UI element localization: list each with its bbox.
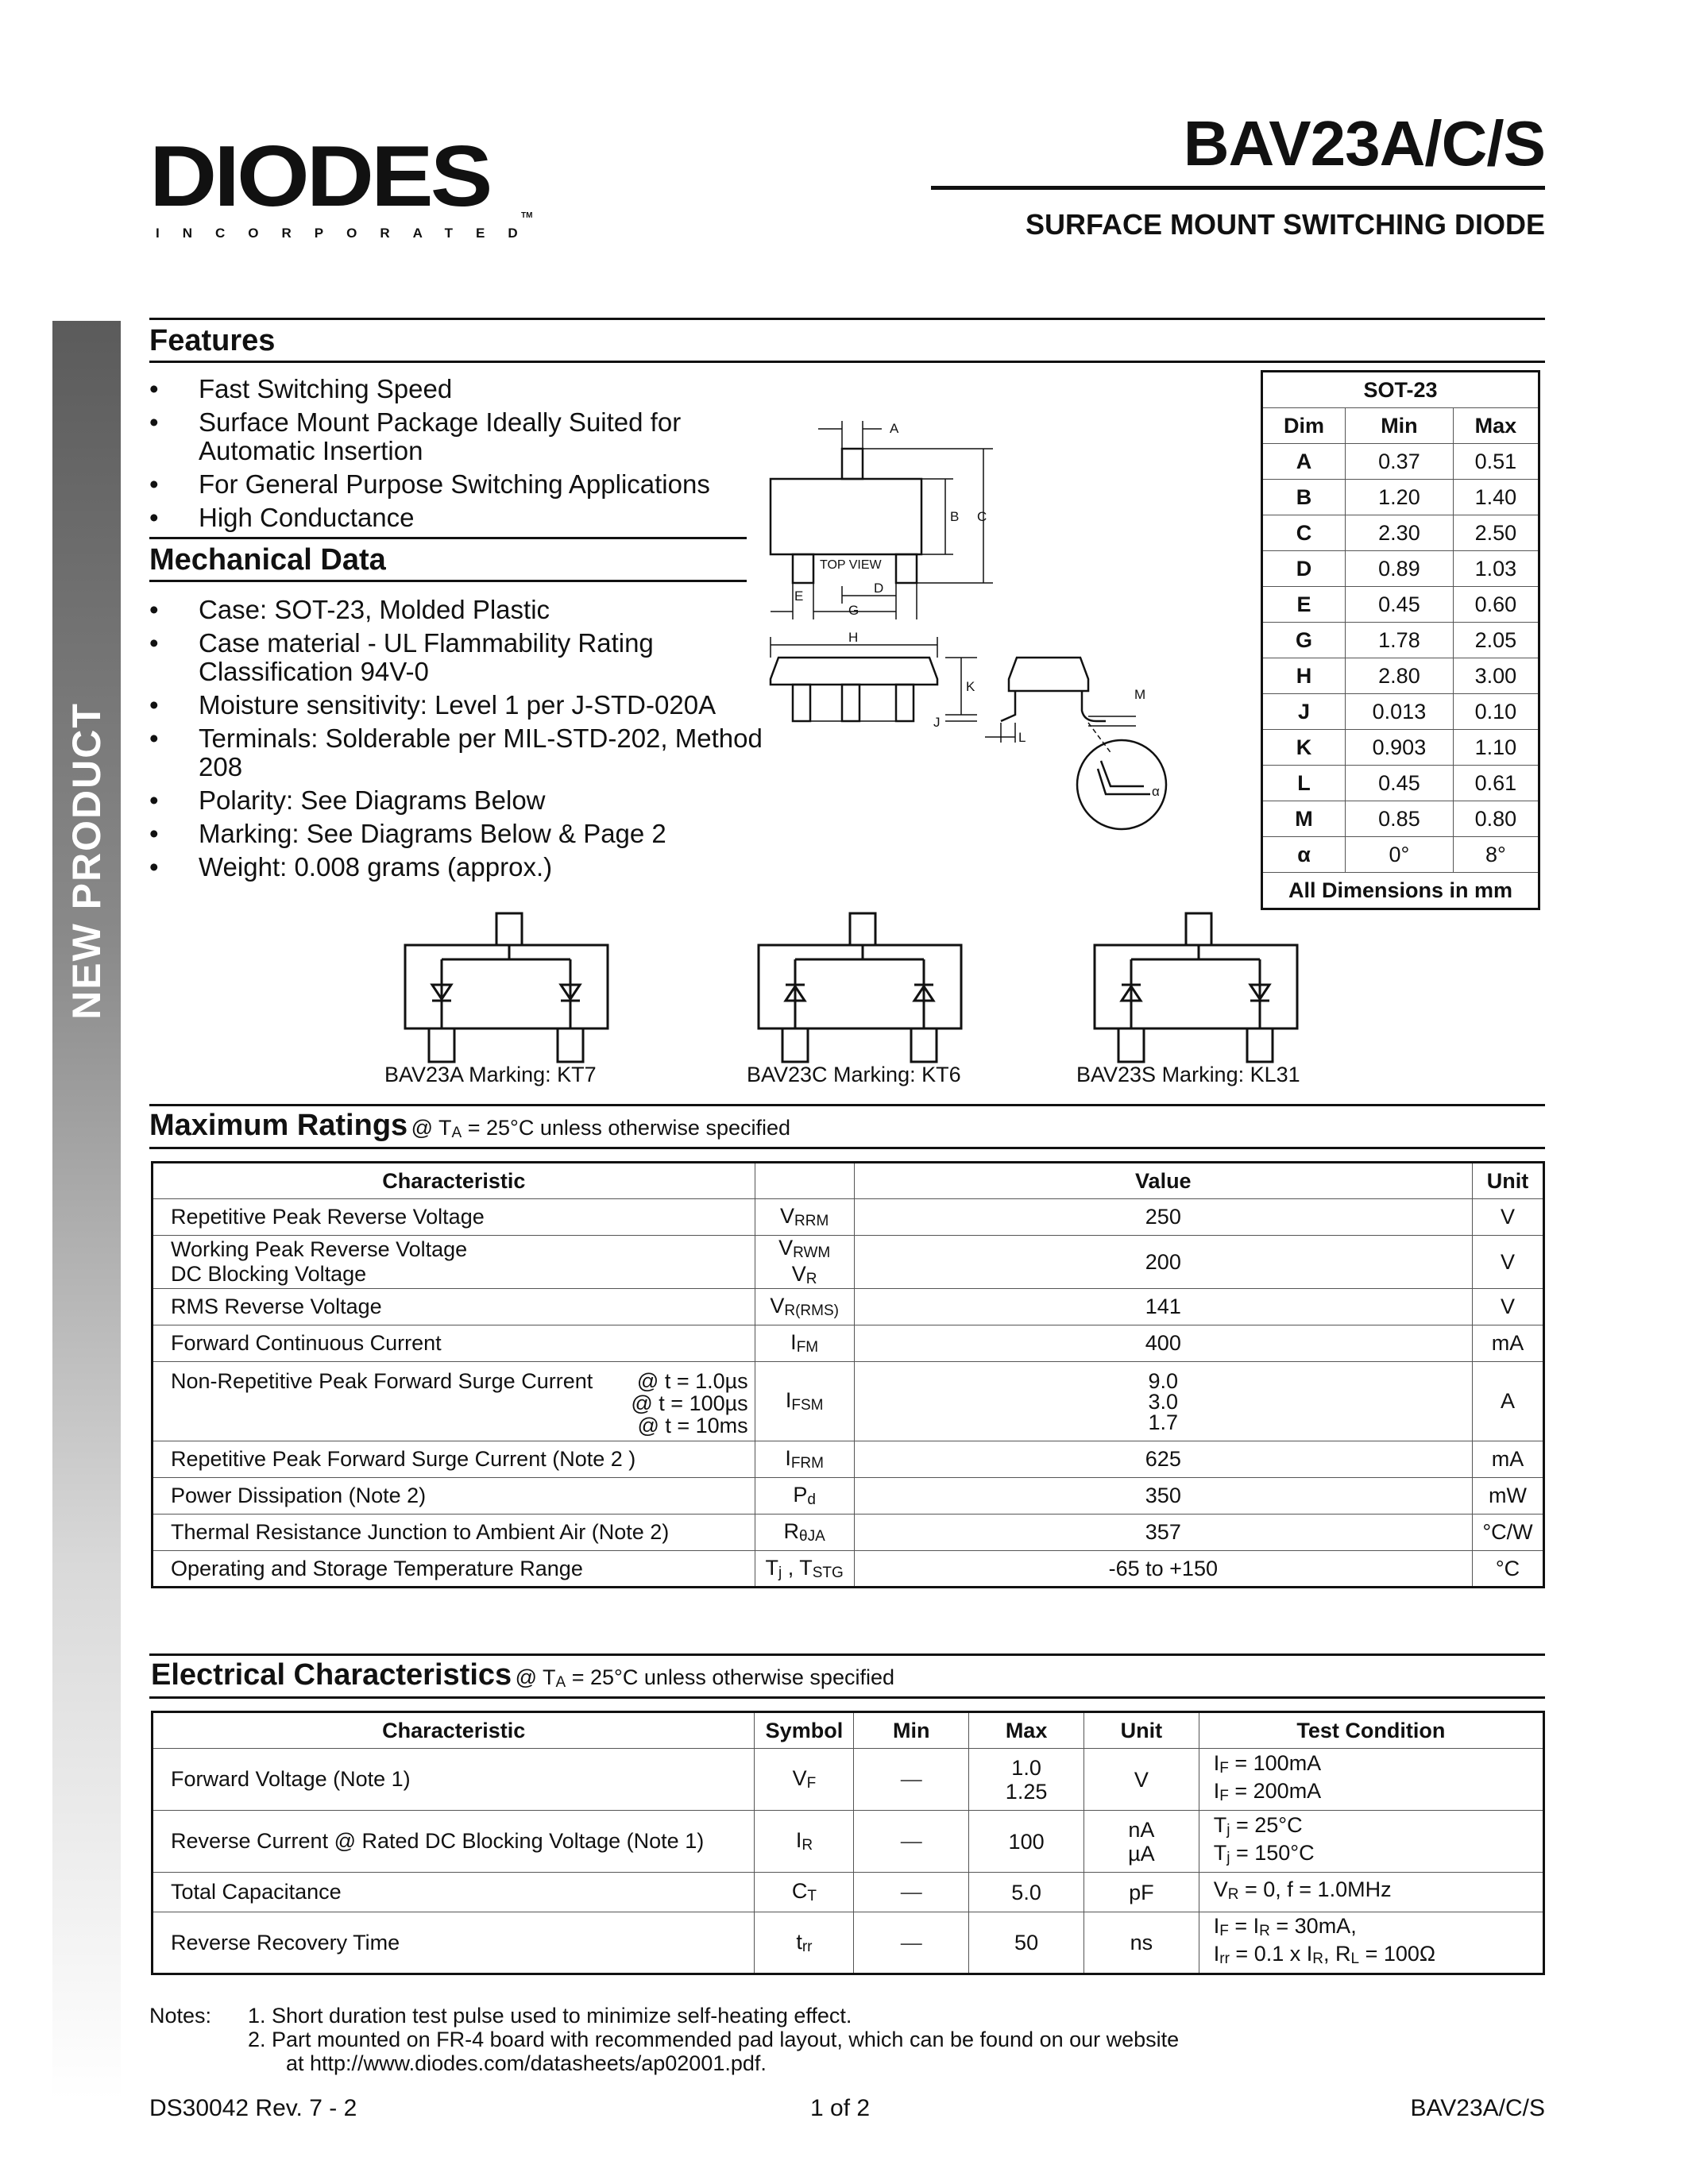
svg-text:G: G — [848, 603, 859, 618]
max-ratings-header: Unit — [1473, 1163, 1544, 1199]
feature-item: • Fast Switching Speed — [149, 375, 769, 403]
max-ratings-table — [151, 1161, 1545, 1588]
table-row — [153, 1811, 1544, 1873]
mechanical-item: • Moisture sensitivity: Level 1 per J-STD-020A — [149, 691, 769, 720]
value-cell: 400 — [854, 1325, 1472, 1362]
elec-note: @ $T_A = 25^\circ C$ unless otherwise specified — [515, 1665, 894, 1691]
dim-label: M — [1262, 801, 1346, 837]
dim-label: α — [1262, 837, 1346, 873]
max-ratings-header: Characteristic — [153, 1163, 755, 1199]
dim-row — [1262, 658, 1539, 694]
svg-text:E: E — [794, 588, 804, 604]
svg-text:M: M — [1134, 687, 1146, 702]
dim-value: 0.60 — [1453, 587, 1539, 623]
marking-diagrams — [397, 905, 1342, 1072]
table-row — [153, 1199, 1544, 1236]
max-ratings-note: @ $T_A = 25^\circ C$ unless otherwise specified — [411, 1116, 791, 1141]
elec-heading-row — [151, 1658, 894, 1692]
dim-value: 1.10 — [1453, 730, 1539, 766]
unit-cell: °C/W — [1473, 1515, 1544, 1551]
dim-label: J — [1262, 694, 1346, 730]
dim-value: 2.80 — [1346, 658, 1454, 694]
note-2: 2. Part mounted on FR-4 board with recommended pad layout, which can be found on our website — [248, 2028, 1180, 2051]
dim-label: L — [1262, 766, 1346, 801]
symbol-cell: $V_F$ — [755, 1749, 854, 1811]
dim-label: H — [1262, 658, 1346, 694]
dim-row — [1262, 766, 1539, 801]
svg-text:H: H — [848, 630, 859, 645]
dim-row — [1262, 730, 1539, 766]
symbol-cell: $R_{\theta JA}$ — [755, 1515, 854, 1551]
unit-cell: V — [1083, 1749, 1199, 1811]
dim-label: G — [1262, 623, 1346, 658]
dim-value: 8° — [1453, 837, 1539, 873]
dim-value: 1.78 — [1346, 623, 1454, 658]
part-number-title: BAV23A/C/S — [1183, 108, 1545, 179]
max-cell: 5.0 — [969, 1873, 1084, 1912]
symbol-cell: $I_{FM}$ — [755, 1325, 854, 1362]
features-bottom-rule — [149, 361, 1545, 363]
dim-label: A — [1262, 444, 1346, 480]
elec-table — [151, 1711, 1545, 1975]
unit-cell: V — [1473, 1289, 1544, 1325]
dim-header: Dim — [1262, 408, 1346, 444]
side-banner-text: NEW PRODUCT — [64, 702, 109, 1020]
max-ratings-header-symbol — [755, 1163, 854, 1199]
notes-label: Notes: — [149, 2004, 212, 2028]
elec-header: Characteristic — [153, 1712, 755, 1749]
test-condition-cell: $T_j = 25^\circ C$ $T_j = 150^\circ C$ — [1199, 1811, 1543, 1873]
symbol-cell: $C_T$ — [755, 1873, 854, 1912]
dim-header: Max — [1453, 408, 1539, 444]
unit-cell: V — [1473, 1199, 1544, 1236]
marking-label-bav23a: BAV23A Marking: KT7 — [384, 1063, 597, 1086]
dim-value: 2.50 — [1453, 515, 1539, 551]
value-cell: 200 — [854, 1236, 1472, 1289]
test-condition-cell: $I_F = 100mA$ $I_F = 200mA$ — [1199, 1749, 1543, 1811]
mechanical-item: • Weight: 0.008 grams (approx.) — [149, 853, 769, 882]
value-cell: 350 — [854, 1478, 1472, 1515]
logo-wordmark: DIODES — [149, 128, 490, 225]
dim-row — [1262, 801, 1539, 837]
max-cell: 1.0 1.25 — [969, 1749, 1084, 1811]
mechanical-bottom-rule — [149, 580, 747, 582]
max-ratings-top-rule — [149, 1104, 1545, 1106]
dimension-table — [1261, 370, 1540, 910]
dim-row — [1262, 551, 1539, 587]
min-cell: — — [854, 1811, 969, 1873]
value-cell: 9.0 3.0 1.7 — [854, 1362, 1472, 1441]
feature-item: • Surface Mount Package Ideally Suited for Automatic Insertion — [149, 408, 769, 465]
max-ratings-bottom-rule — [149, 1147, 1545, 1149]
dim-value: 1.20 — [1346, 480, 1454, 515]
unit-cell: mW — [1473, 1478, 1544, 1515]
mechanical-item: • Marking: See Diagrams Below & Page 2 — [149, 820, 769, 848]
table-row — [153, 1441, 1544, 1478]
unit-cell: pF — [1083, 1873, 1199, 1912]
dim-value: 1.40 — [1453, 480, 1539, 515]
note-2-url: at http://www.diodes.com/datasheets/ap02001.pdf. — [286, 2051, 767, 2075]
value-cell: 625 — [854, 1441, 1472, 1478]
mechanical-item: • Polarity: See Diagrams Below — [149, 786, 769, 815]
unit-cell: mA — [1473, 1325, 1544, 1362]
characteristic-cell: Forward Continuous Current — [153, 1325, 755, 1362]
table-row — [153, 1551, 1544, 1588]
unit-cell: A — [1473, 1362, 1544, 1441]
dim-label: B — [1262, 480, 1346, 515]
dim-value: 0.51 — [1453, 444, 1539, 480]
table-row — [153, 1749, 1544, 1811]
svg-text:K: K — [966, 679, 975, 694]
svg-text:TOP VIEW: TOP VIEW — [820, 558, 882, 572]
dim-label: C — [1262, 515, 1346, 551]
characteristic-cell: Working Peak Reverse Voltage DC Blocking Voltage — [153, 1236, 755, 1289]
unit-cell: nA µA — [1083, 1811, 1199, 1873]
elec-heading: Electrical Characteristics — [151, 1658, 512, 1692]
min-cell: — — [854, 1873, 969, 1912]
svg-text:B: B — [950, 509, 960, 524]
dim-value: 0.013 — [1346, 694, 1454, 730]
footer-part-number: BAV23A/C/S — [1410, 2095, 1545, 2121]
value-cell: 250 — [854, 1199, 1472, 1236]
feature-item: • For General Purpose Switching Applications — [149, 470, 769, 499]
dim-value: 0.903 — [1346, 730, 1454, 766]
test-condition-cell: $V_R = 0$, f = 1.0MHz — [1199, 1873, 1543, 1912]
dim-value: 0° — [1346, 837, 1454, 873]
dim-row — [1262, 480, 1539, 515]
elec-top-rule — [149, 1653, 1545, 1656]
symbol-cell: $P_d$ — [755, 1478, 854, 1515]
dim-label: E — [1262, 587, 1346, 623]
svg-text:J: J — [933, 715, 941, 730]
characteristic-cell: Operating and Storage Temperature Range — [153, 1551, 755, 1588]
dim-row — [1262, 623, 1539, 658]
dim-value: 2.30 — [1346, 515, 1454, 551]
characteristic-cell: Thermal Resistance Junction to Ambient Air (Note 2) — [153, 1515, 755, 1551]
svg-text:α: α — [1152, 784, 1160, 799]
value-cell: 141 — [854, 1289, 1472, 1325]
symbol-cell: $I_R$ — [755, 1811, 854, 1873]
characteristic-cell: Repetitive Peak Reverse Voltage — [153, 1199, 755, 1236]
dim-label: K — [1262, 730, 1346, 766]
dim-row — [1262, 444, 1539, 480]
logo-subtitle: INCORPORATED — [156, 226, 541, 241]
feature-item: • High Conductance — [149, 504, 769, 532]
mechanical-item: • Case: SOT-23, Molded Plastic — [149, 596, 769, 624]
value-cell: -65 to +150 — [854, 1551, 1472, 1588]
dim-value: 2.05 — [1453, 623, 1539, 658]
footer-doc-number: DS30042 Rev. 7 - 2 — [149, 2095, 357, 2121]
marking-label-bav23c: BAV23C Marking: KT6 — [747, 1063, 961, 1086]
characteristic-cell: Non-Repetitive Peak Forward Surge Current @ t = 1.0µs @ t = 100µs @ t = 10ms — [153, 1362, 755, 1441]
note-1: 1. Short duration test pulse used to minimize self-heating effect. — [248, 2004, 852, 2028]
table-row — [153, 1362, 1544, 1441]
table-row — [153, 1873, 1544, 1912]
min-cell: — — [854, 1912, 969, 1974]
dim-row — [1262, 837, 1539, 873]
mechanical-heading: Mechanical Data — [149, 543, 386, 577]
max-cell: 100 — [969, 1811, 1084, 1873]
table-row — [153, 1236, 1544, 1289]
symbol-cell: $V_{RWM}$ $V_R$ — [755, 1236, 854, 1289]
svg-text:D: D — [874, 581, 884, 596]
max-cell: 50 — [969, 1912, 1084, 1974]
dim-row — [1262, 694, 1539, 730]
dimension-table-title: SOT-23 — [1262, 372, 1539, 408]
max-ratings-heading-row — [149, 1109, 790, 1143]
features-list — [149, 375, 769, 537]
header-rule — [931, 186, 1545, 190]
dim-label: D — [1262, 551, 1346, 587]
dim-header: Min — [1346, 408, 1454, 444]
svg-text:L: L — [1018, 730, 1026, 745]
table-row — [153, 1289, 1544, 1325]
unit-cell: V — [1473, 1236, 1544, 1289]
marking-label-bav23s: BAV23S Marking: KL31 — [1076, 1063, 1300, 1086]
unit-cell: ns — [1083, 1912, 1199, 1974]
symbol-cell: $t_{rr}$ — [755, 1912, 854, 1974]
elec-header: Min — [854, 1712, 969, 1749]
footer-page-number: 1 of 2 — [810, 2095, 871, 2121]
elec-bottom-rule — [149, 1696, 1545, 1699]
dim-value: 0.89 — [1346, 551, 1454, 587]
dim-value: 0.45 — [1346, 766, 1454, 801]
mechanical-item: • Case material - UL Flammability Rating Classification 94V-0 — [149, 629, 769, 686]
unit-cell: °C — [1473, 1551, 1544, 1588]
symbol-cell: $I_{FSM}$ — [755, 1362, 854, 1441]
characteristic-cell: RMS Reverse Voltage — [153, 1289, 755, 1325]
test-condition-cell: $I_F = I_R = 30mA$, $I_{rr} = 0.1$ x $I_R$, $R_L = 100\Omega$ — [1199, 1912, 1543, 1974]
table-row — [153, 1325, 1544, 1362]
characteristic-cell: Reverse Recovery Time — [153, 1912, 755, 1974]
dim-value: 3.00 — [1453, 658, 1539, 694]
dim-value: 0.10 — [1453, 694, 1539, 730]
characteristic-cell: Repetitive Peak Forward Surge Current (Note 2 ) — [153, 1441, 755, 1478]
min-cell: — — [854, 1749, 969, 1811]
table-row — [153, 1912, 1544, 1974]
svg-text:A: A — [890, 421, 899, 436]
value-cell: 357 — [854, 1515, 1472, 1551]
package-outline-drawing — [763, 405, 1247, 850]
logo-trademark: TM — [521, 211, 533, 220]
side-banner — [52, 321, 121, 2100]
table-row — [153, 1515, 1544, 1551]
dim-value: 0.45 — [1346, 587, 1454, 623]
mechanical-item: • Terminals: Solderable per MIL-STD-202, Method 208 — [149, 724, 769, 781]
symbol-cell: $T_j$ , $T_{STG}$ — [755, 1551, 854, 1588]
page-subtitle: SURFACE MOUNT SWITCHING DIODE — [1026, 208, 1545, 241]
features-top-rule — [149, 318, 1545, 320]
features-heading: Features — [149, 324, 276, 357]
dim-value: 0.80 — [1453, 801, 1539, 837]
dim-value: 1.03 — [1453, 551, 1539, 587]
dim-row — [1262, 587, 1539, 623]
dim-row — [1262, 515, 1539, 551]
svg-text:C: C — [977, 509, 987, 524]
symbol-cell: $I_{FRM}$ — [755, 1441, 854, 1478]
unit-cell: mA — [1473, 1441, 1544, 1478]
characteristic-cell: Power Dissipation (Note 2) — [153, 1478, 755, 1515]
mechanical-top-rule — [149, 537, 747, 539]
symbol-cell: $V_{R(RMS)}$ — [755, 1289, 854, 1325]
table-row — [153, 1478, 1544, 1515]
elec-header: Symbol — [755, 1712, 854, 1749]
elec-header: Unit — [1083, 1712, 1199, 1749]
dim-value: 0.37 — [1346, 444, 1454, 480]
elec-header: Max — [969, 1712, 1084, 1749]
max-ratings-heading: Maximum Ratings — [149, 1109, 408, 1142]
characteristic-cell: Reverse Current @ Rated DC Blocking Voltage (Note 1) — [153, 1811, 755, 1873]
characteristic-cell: Total Capacitance — [153, 1873, 755, 1912]
elec-header: Test Condition — [1199, 1712, 1543, 1749]
dimension-table-footer: All Dimensions in mm — [1262, 873, 1539, 909]
dim-value: 0.61 — [1453, 766, 1539, 801]
max-ratings-header: Value — [854, 1163, 1472, 1199]
symbol-cell: $V_{RRM}$ — [755, 1199, 854, 1236]
mechanical-list — [149, 596, 769, 886]
characteristic-cell: Forward Voltage (Note 1) — [153, 1749, 755, 1811]
dim-value: 0.85 — [1346, 801, 1454, 837]
